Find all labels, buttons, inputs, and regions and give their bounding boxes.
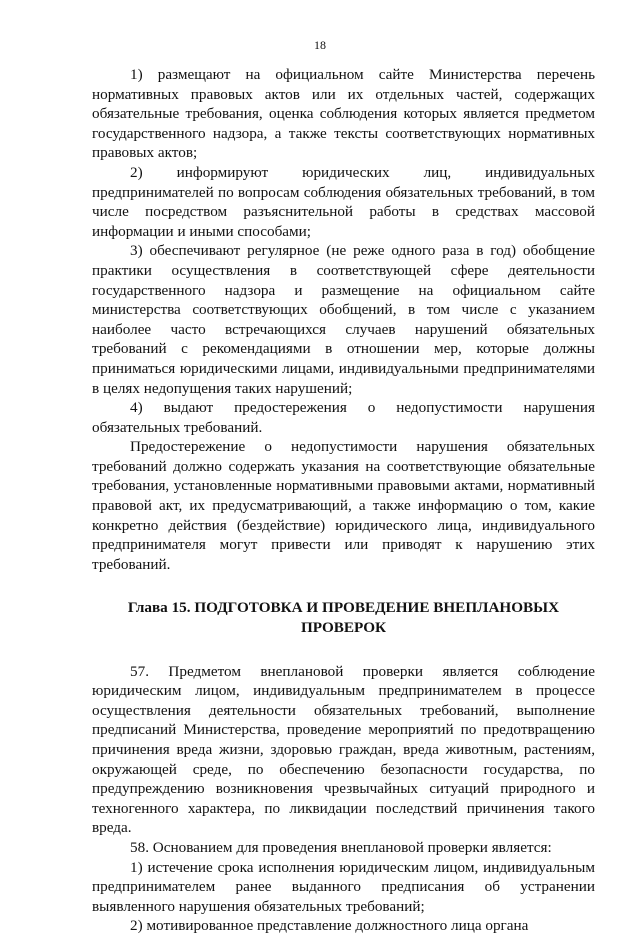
chapter-heading-line-1: Глава 15. ПОДГОТОВКА И ПРОВЕДЕНИЕ ВНЕПЛАНОВЫХ	[127, 599, 560, 617]
list-item-publish: 1) размещают на официальном сайте Министерства перечень нормативных правовых актов или их отдельных частей, содержащих обязательные требования, оценка соблюдения которых является предметом государственного надзора, а также тексты соответствующих нормативных правовых актов;	[92, 66, 595, 162]
page-number: 18	[314, 38, 326, 52]
paragraph-57: 57. Предметом внеплановой проверки является соблюдение юридическим лицом, индивидуальным предпринимателем в процессе осуществления деятельности обязательных требований, выполнение предписаний Министерства, проведение мероприятий по предотвращению причинения вреда жизни, здоровью граждан, вреда животным, растениям, окружающей среде, по обеспечению безопасности государства, по предупреждению возникновения чрезвычайных ситуаций природного и техногенного характера, по ликвидации последствий причинения такого вреда.	[92, 662, 595, 837]
paragraph-58: 58. Основанием для проведения внеплановой проверки является:	[130, 838, 552, 856]
document-body	[92, 65, 595, 936]
list-item-inform: 2) информируют юридических лиц, индивидуальных предпринимателей по вопросам соблюдения обязательных требований, в том числе посредством разъяснительной работы в средствах массовой информации и иными способами;	[92, 163, 595, 240]
list-item-generalize: 3) обеспечивают регулярное (не реже одного раза в год) обобщение практики осуществления в соответствующей сфере деятельности государственного надзора и размещение на официальном сайте министерства соответствующих обобщений, в том числе с указанием наиболее часто встречающихся случаев нарушений обязательных требований с рекомендациями в отношении мер, которые должны приниматься юридическими лицами, индивидуальными предпринимателями в целях недопущения таких нарушений;	[92, 242, 595, 397]
chapter-heading	[92, 598, 595, 637]
list-item-motivated-submission: 2) мотивированное представление должностного лица органа	[130, 917, 529, 935]
paragraph-warning-content: Предостережение о недопустимости нарушения обязательных требований должно содержать указания на соответствующие обязательные требования, установленные нормативными правовыми актами, нормативный правовой акт, их предусматривающий, а также информацию о том, какие конкретно действия (бездействие) юридического лица, индивидуального предпринимателя могут привести или приводят к нарушению этих требований.	[92, 438, 595, 573]
chapter-heading-line-2: ПРОВЕРОК	[300, 619, 387, 637]
list-item-deadline-expiry: 1) истечение срока исполнения юридическим лицом, индивидуальным предпринимателем ранее выданного предписания об устранении выявленного нарушения обязательных требований;	[92, 858, 595, 915]
list-item-warnings: 4) выдают предостережения о недопустимости нарушения обязательных требований.	[92, 399, 595, 436]
